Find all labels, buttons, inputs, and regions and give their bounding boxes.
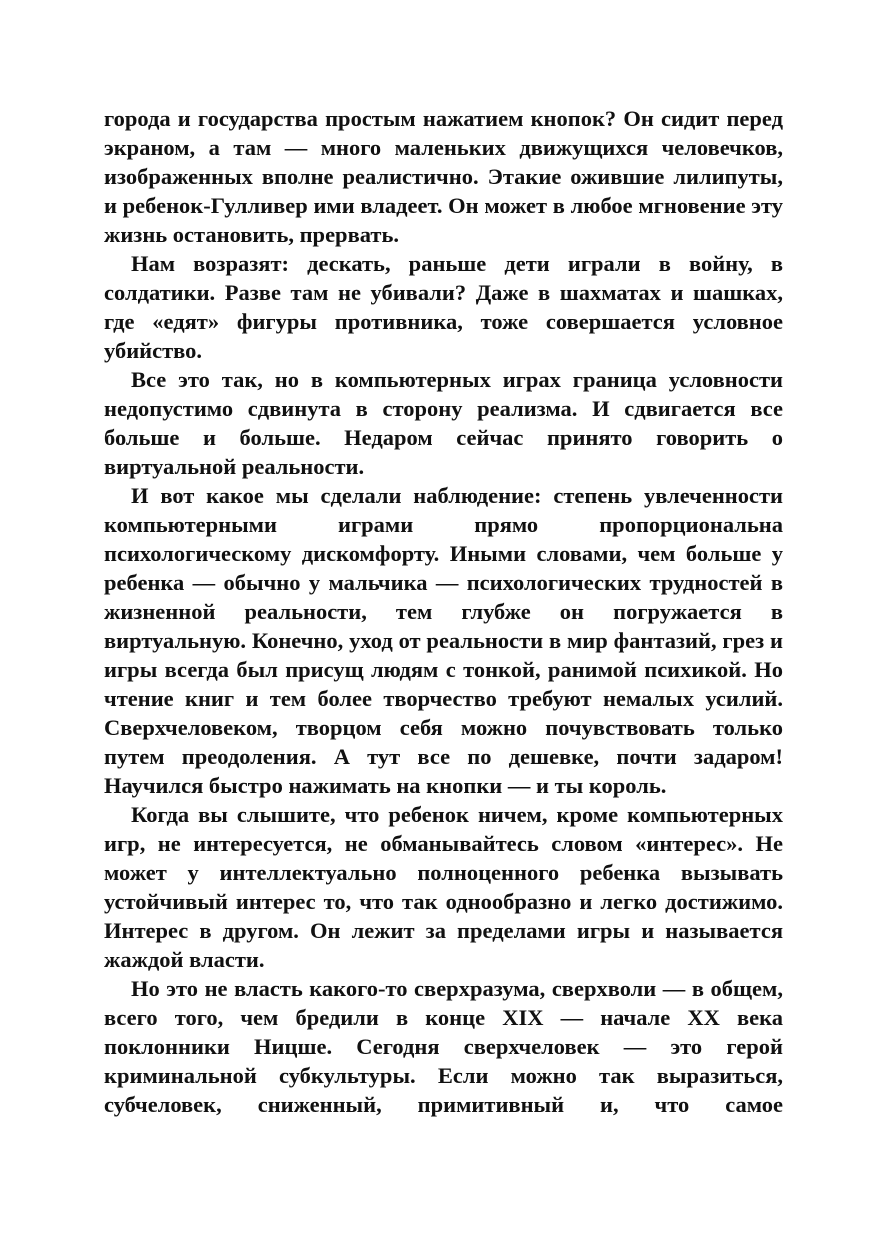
paragraph-3: Все это так, но в компьютерных играх граница условности недопустимо сдвинута в сторону реализма. И сдвигается все больше и больше. Недаром сейчас принято говорить о виртуальной реальности. bbox=[104, 367, 783, 479]
paragraph-4: И вот какое мы сделали наблюдение: степень увлеченности компьютерными играми прямо пропорциональна психологическому дискомфорту. Иными словами, чем больше у ребенка — обычно у мальчика — психологических трудностей в жизненной реальности, тем глубже он погружается в виртуальную. Конечно, уход от реальности в мир фантазий, грез и игры всегда был присущ людям с тонкой, ранимой психикой. Но чтение книг и тем более творчество требуют немалых усилий. Сверхчеловеком, творцом себя можно почувствовать только путем преодоления. А тут все по дешевке, почти задаром! Научился быстро нажимать на кнопки — и ты король. bbox=[104, 483, 783, 798]
paragraph-6: Но это не власть какого-то сверхразума, сверхволи — в общем, всего того, чем бредили в конце XIX — начале XX века поклонники Ницше. Сегодня сверхчеловек — это герой криминальной субкультуры. Если можно так выразиться, субчеловек, сниженный, примитивный и, что самое bbox=[104, 976, 783, 1117]
paragraph-1: города и государства простым нажатием кнопок? Он сидит перед экраном, а там — много маленьких движущихся человечков, изображенных вполне реалистично. Этакие ожившие лилипуты, и ребенок-Гулливер ими владеет. Он может в любое мгновение эту жизнь остановить, прервать. bbox=[104, 106, 783, 247]
document-page bbox=[104, 104, 783, 1119]
paragraph-2: Нам возразят: дескать, раньше дети играли в войну, в солдатики. Разве там не убивали? Даже в шахматах и шашках, где «едят» фигуры противника, тоже совершается условное убийство. bbox=[104, 251, 783, 363]
paragraph-5: Когда вы слышите, что ребенок ничем, кроме компьютерных игр, не интересуется, не обманывайтесь словом «интерес». Не может у интеллектуально полноценного ребенка вызывать устойчивый интерес то, что так однообразно и легко достижимо. Интерес в другом. Он лежит за пределами игры и называется жаждой власти. bbox=[104, 802, 783, 972]
